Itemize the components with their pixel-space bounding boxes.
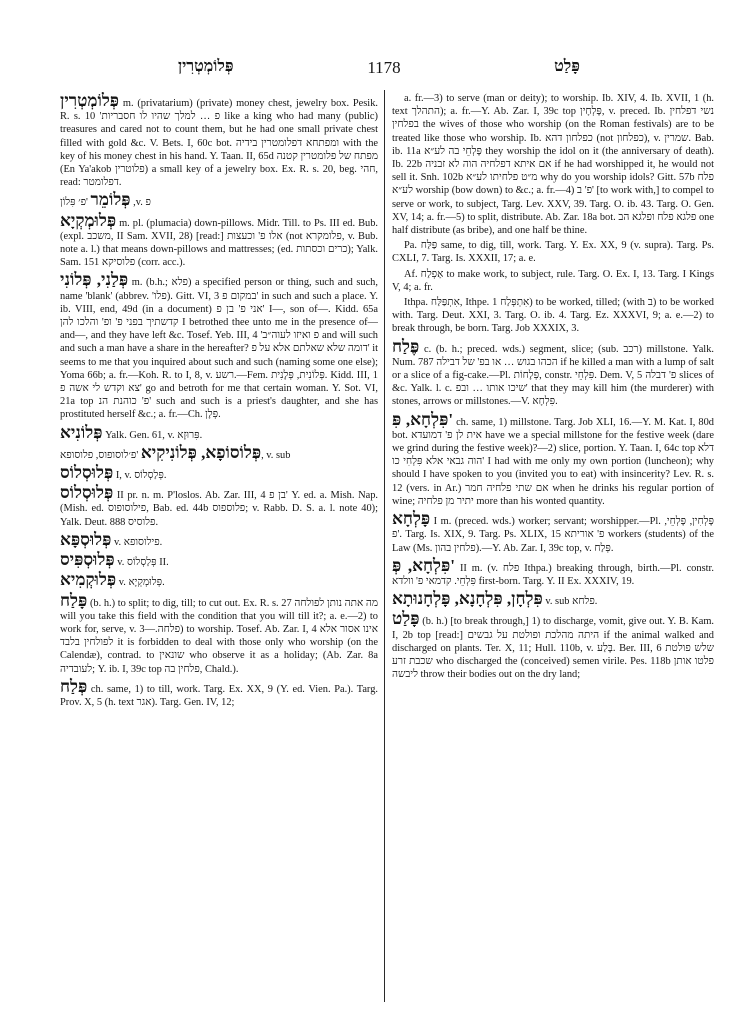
header-left-catchword: פְּלוֹמְטְרִין — [178, 58, 234, 75]
entry-definition: II m. (v. פלח Ithpa.) breaking through, birth.—Pl. constr. פִּלְחֵי. קדמאי פ' וולדא first-born. Targ. Y. II Ex. XXXIV, 19. — [392, 562, 714, 587]
dictionary-entry — [60, 484, 378, 529]
entry-headword: פְּלוֹמְטְרִין — [60, 92, 120, 110]
entry-headword: פְּלוּסְפִּיס — [60, 550, 115, 570]
entry-definition: (b. h.) [to break through,] 1) to discharge, vomit, give out. Y. B. Kam. I, 2b top [read:] היתה מהלכת ופולטת על גבשים if the animal walked and discharged on plants. Ter. X, 11; Hull. 110b, v. בָּלַע. Ber. III, 6 שלש פולטת שכבת זרע who discharged the (conceived) semen virile. Pes. 118b פלטו אותן ליבשה throw their bodies out on the dry land; — [392, 616, 714, 681]
entry-definition: a. fr.—3) to serve (man or deity); to worship. Ib. XIV, 4. Ib. XVII, 1 (h. text התהלך); a. fr.—Y. Ab. Zar. I, 39c top פָּלְחָין, v. preced. Ib. נשי דפלחין בפלחין the wives of those who worship (on the Roman festivals) are to be treated like those who worship. Ib. כפלחון דהא (not כפלחון), v. שמרין. Bab. ib. 11a פָּלְחֵי בה לע״א they worship the idol on it (the anniversary of death). Ib. 22b אם איתא דפלחיה הוה לא זבניה if he had worshipped it, he would not sell it. Snh. 102b מ״ט פלחיתו לע״א why do you worship idols? Gitt. 57b פלח לע״א worship (bow down) to &c.; a. fr.—4) פ' ב' [to work with,] to compel to serve or work, to subject, Targ. Lev. XXV, 39. Targ. O. ib. 43. Targ. O. Gen. XV, 14; a. fr.—5) to split, distribute. Ab. Zar. 18a bot. פלגא פלח ופלגא הב one half distribute (as bribe), and one half be thine. — [392, 93, 714, 237]
entry-definition: ch. same, 1) to till, work. Targ. Ex. XX, 9 (Y. ed. Vien. Pa.). Targ. Prov. X, 5 (h. text אגר). Targ. Gen. IV, 12; — [60, 683, 378, 708]
dictionary-entry — [392, 590, 714, 608]
entry-headword: פָּלַח — [60, 590, 88, 610]
entry-definition: Yalk. Gen. 61, v. פִּרוּזָא. — [105, 429, 203, 441]
entry-headword: פָּלַט — [392, 609, 420, 629]
entry-definition: II pr. n. m. P'loslos. Ab. Zar. III, 4 בן פ' Y. ed. a. Mish. Nap. (Mish. ed. פילוסופוס, Bab. ed. 44b פלוספוס; v. Rabb. D. S. a. l. note 40); Yalk. Deut. 888 פלוסיס. — [60, 490, 378, 528]
entry-headword: פִּלְחָן, פִּלְחָנָא, פָּלְחָנוּתָא — [392, 589, 543, 609]
dictionary-entry — [392, 239, 714, 265]
dictionary-entry — [392, 610, 714, 681]
entry-headword: פֶּלַח — [392, 336, 420, 356]
entry-headword: פְּלוֹנִיא — [60, 422, 103, 442]
dictionary-entry — [392, 268, 714, 294]
entry-definition: ch. same, 1) millstone. Targ. Job XLI, 16.—Y. M. Kat. I, 80d bot. אית לן פ' דמועדא have we a special millstone for the festive week (dare we grind during the festive week)?—2) slice, portion. Y. Taan. I, 64c top דלא הוה גבאי אלא פִּלְחִי כו' I had with me only my own portion (luncheon); why should I have spoken to you (invited you to eat) with insincerity? Lev. R. s. 12 (vers. in Ar.) אם שתי פלחיה חמר when he drinks his regular portion of wine; יתיר מן פלחיה more than his wonted quantity. — [392, 416, 714, 507]
entry-definition: Af. אַפְלַח to make work, to subject, rule. Targ. O. Ex. I, 13. Targ. I Kings V, 4; a. fr. — [392, 268, 714, 293]
entry-definition: 'פ׳ פִּלוֹן ,v. פ — [60, 197, 151, 209]
dictionary-entry — [60, 551, 378, 569]
dictionary-entry — [60, 444, 378, 462]
dictionary-entry — [60, 678, 378, 709]
entry-definition: v. פילוסופא. — [114, 536, 163, 548]
entry-headword: פִּלְחָא, פִּ' — [392, 409, 454, 429]
entry-headword: פְּלוּסְלוֹס — [60, 483, 114, 503]
dictionary-entry — [60, 592, 378, 676]
entry-definition: Ithpa. אִתְפַּלַּח, Ithpe. אִתְפְּלַח 1) to be worked, tilled; (with ב) to be worked with. Targ. Deut. XXI, 3. Targ. O. ib. 4. Targ. Ez. XXXVI, 9; a. e.—2) to break through, be born. Targ. Job XXXIX, 3. — [392, 297, 714, 335]
entry-definition: m. (b.h.; פלא) a specified person or thing, such and such, name 'blank' (abbrev. 'פלו). Gitt. VI, 3 במקום פ' in such and such a place. Y. ib. VIII, end, 49d (in a document) אני פ' בן פ' I—, son of—. Kidd. 65a קדשתיך בפני פ' ופ' והלכו להן I betrothed thee unto me in the presence of—and—, and they have left &c. Tosef. Yeb. III, 4 'פ ואיזו לעוה״ב and will such and such a man have a share in the hereafter? דומה שלא שאלתם אלא על פ' it seems to me that you inquired about such and such (naming some one else); Yoma 66b; a. fr.—Koh. R. to I, 8, v. רשע.—Fem. פְּלוֹנִית, פְּלָנִית. Kidd. III, 1 צא וקדש לי אשה פ' go and betroth for me that certain woman. Y. Sot. VI, 21a top פ' כוהנת הנ' such and such is a priest's daughter, and she has prostituted herself &c.; a. fr.—Ch. פְּלָן. — [60, 277, 378, 421]
entry-headword: פְּלוּקְמִיא — [60, 570, 117, 590]
entry-definition: (b. h.) to split; to dig, till; to cut out. Ex. R. s. 27 מה אתה נותן לפולחה will you take this field with the condition that you will till it?; a. e.—2) to work for, serve, v. פלחה.—3) to worship. Tosef. Ab. Zar. I, 4 אינו אסור אלא לפולחין בלבד it is forbidden to deal with those only who worship (on the Calendæ), contrad. to שונאין who observe it as a holiday; (Ab. Zar. 8a לעובדיה; Y. ib. I, 39c top פלחין בה, Chald.). — [60, 597, 378, 675]
dictionary-entry — [60, 212, 378, 270]
entry-headword: פְּלוּסְפָּא — [60, 529, 112, 549]
page-number: 1178 — [367, 58, 401, 77]
dictionary-entry — [392, 296, 714, 336]
entry-definition: Pa. פַּלַּח same, to dig, till, work. Targ. Y. Ex. XX, 9 (v. supra). Targ. Ps. CXLI, 7. Targ. Is. XXXII, 17; a. e. — [392, 240, 714, 265]
entry-definition: I m. (preced. wds.) worker; servant; worshipper.—Pl. פָּלְחִין, פָּלְחֵי, 'פ. Targ. Is. XIX, 9. Targ. Ps. XLIX, 15 פ' אוריתא workers (students) of the Law (Ms. פלחין בהון).—Y. Ab. Zar. I, 39c top, v. פְּלַח. — [392, 516, 714, 554]
entry-definition: v. פְּלַסְלוֹס II. — [117, 557, 169, 569]
entry-definition: I, v. פְּלַסְלוֹס. — [115, 470, 167, 482]
dictionary-entry — [392, 338, 714, 409]
running-header — [60, 58, 708, 82]
dictionary-entry — [60, 191, 378, 209]
entry-headword: פְּלַנִי, פְּלוֹנִי — [60, 270, 129, 290]
entry-headword: פְּלוּסְלוֹס — [60, 463, 114, 483]
entry-definition: c. (b. h.; preced. wds.) segment, slice; (sub. רכב) millstone. Yalk. Num. 787 הכהו בגוש … או בפ' של דבילה if he killed a man with a lump of salt or a slice of a fig-cake.—Pl. פְּלָחוֹת, constr. פִּלְחֵי. Dem. V, 5 פ' דבלה slices of &c. Yalk. l. c. שיכו אותו … ובפ' that they may kill him (the murderer) with stones, arrows or millstones.—V. פִּלְחָא. — [392, 343, 714, 408]
dictionary-entry — [60, 424, 378, 442]
entry-headword: פִּלְחָא, פְּ' — [392, 555, 455, 575]
entry-headword: פָּלְחָא — [392, 509, 431, 529]
entry-definition: 'פ׳לוסופוס, פלוסופא, v. sub — [60, 449, 291, 461]
dictionary-entry — [392, 557, 714, 588]
right-column — [392, 92, 714, 1002]
entry-headword: פְּלוּמְקְיָא — [60, 210, 117, 230]
dictionary-entry — [392, 92, 714, 237]
dictionary-entry — [60, 531, 378, 549]
dictionary-entry — [60, 271, 378, 421]
dictionary-entry — [60, 571, 378, 589]
entry-headword: פְּלוֹמֵר — [90, 190, 131, 210]
entry-definition: m. (privatarium) (private) money chest, jewelry box. Pesik. R. s. 10 'פ … למלך שהיו לו חסבריות like a king who had many (public) treasures and cared not to count them, but he had one small private chest filled with gold &c. V. Bets. I, 60c bot. ומפתחא דפלומטרין בידיה with the key of his money chest in his hand. Y. Taan. II, 65d מפתח של פלומטרין קטנה (En Ya'akob פלוטרין) a small key of a jewelry box. Ex. R. s. 20, beg. חהי, read: דפלומטר. — [60, 98, 378, 189]
left-column — [60, 92, 378, 1002]
column-divider — [384, 90, 385, 1002]
dictionary-entry — [392, 510, 714, 555]
entry-definition: m. pl. (plumacia) down-pillows. Midr. Till. to Ps. III ed. Bub. (expl. משכב, II Sam. XVII, 28) [read:] אלו פ' וכעצות (not פלומקרא, v. Bub. note a. l.) that means down-pillows and mattresses; (ed. כרים וכסתות); Yalk. Sam. 151 פלוסיקא (corr. acc.). — [60, 217, 378, 269]
dictionary-entry — [392, 411, 714, 508]
entry-definition: v. פְּלוּמְקְיָא. — [118, 577, 165, 589]
dictionary-entry — [60, 464, 378, 482]
entry-headword: פְּלַח — [60, 676, 88, 696]
entry-definition: v. sub פלחא. — [545, 596, 598, 608]
entry-headword: פְּלוֹסוֹפָא, פְּלוֹנִיקִיא — [140, 442, 262, 462]
dictionary-entry — [60, 92, 378, 189]
header-right-catchword: פָּלַט — [554, 58, 580, 75]
